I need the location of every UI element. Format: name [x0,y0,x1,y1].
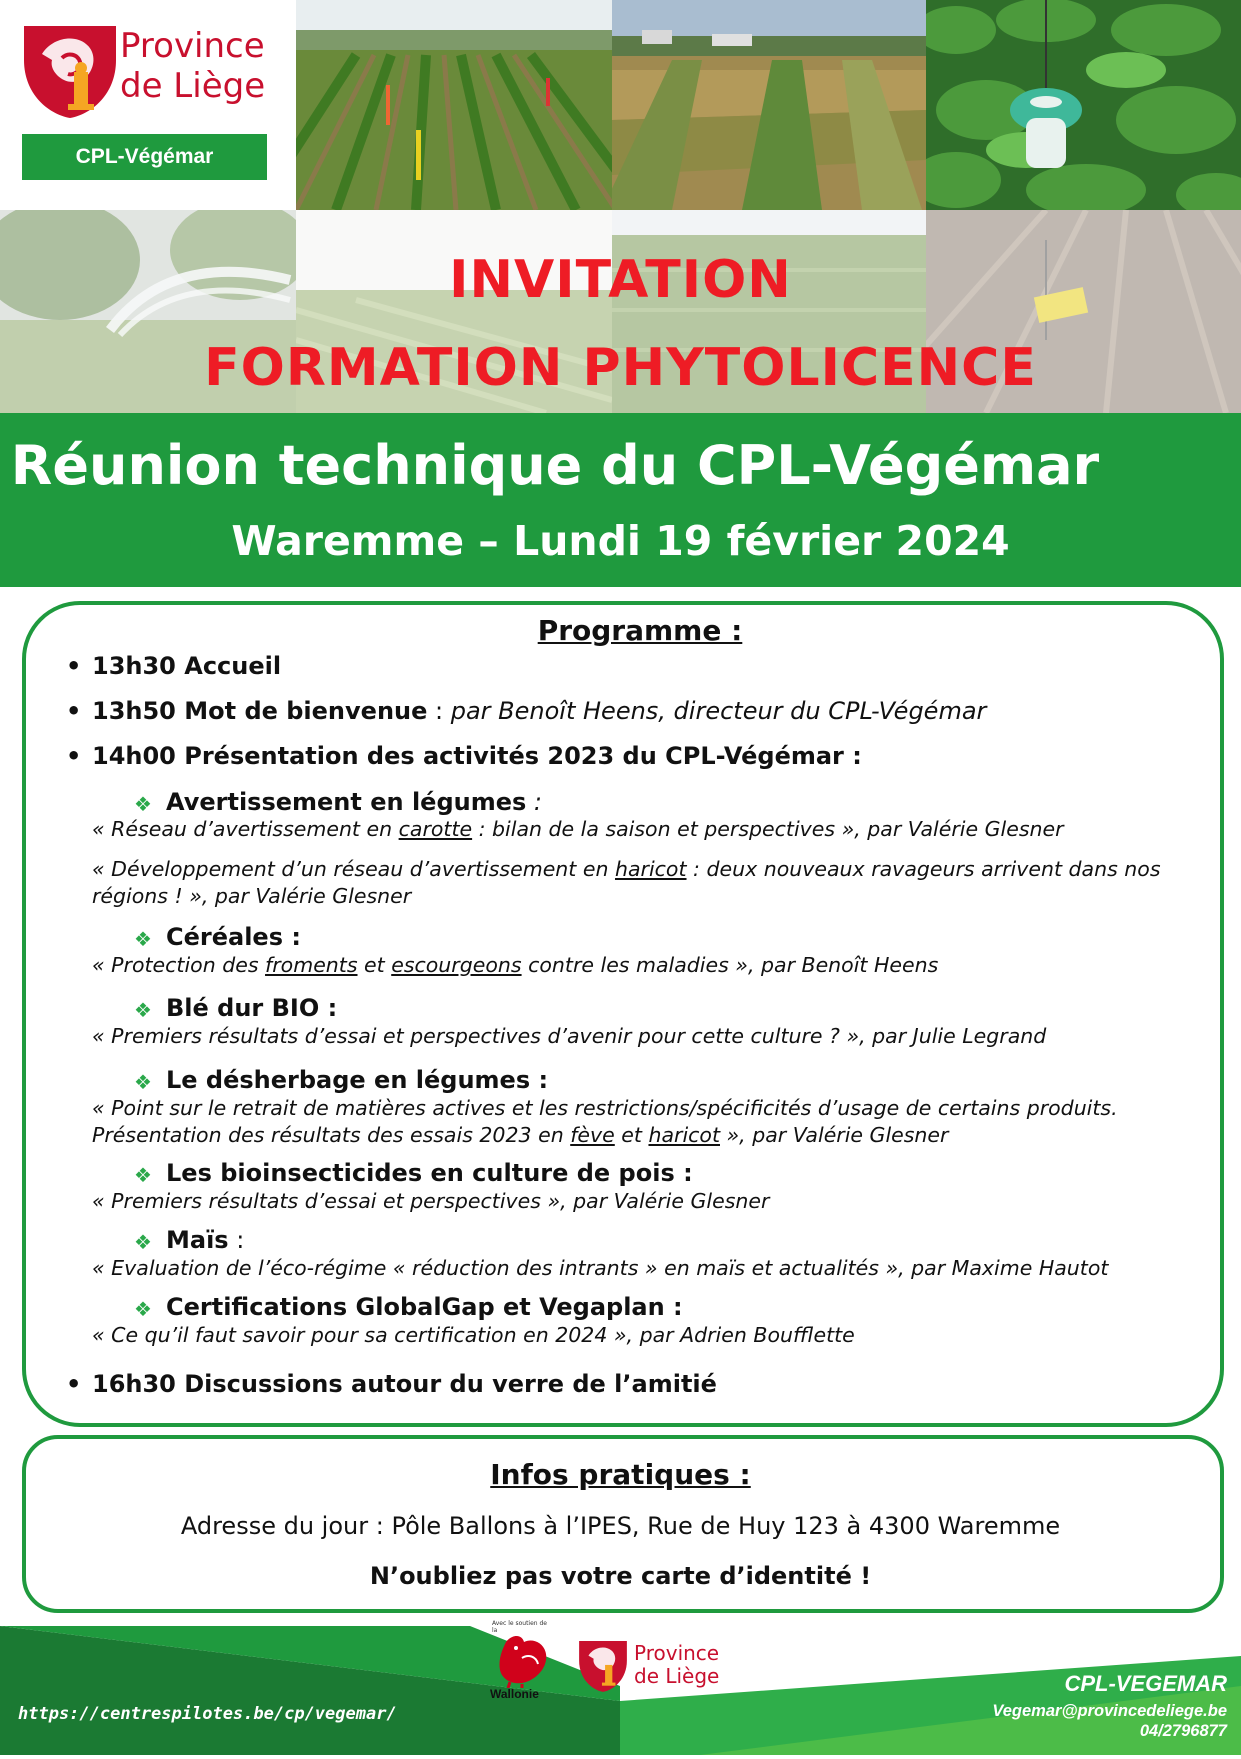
contact-email[interactable]: Vegemar@provincedeliege.be [992,1702,1227,1720]
footer-brand-line1: Province [634,1641,720,1665]
diamond-bullet-icon: ❖ [134,1070,152,1094]
wallonie-label: Wallonie [490,1687,539,1701]
diamond-bullet-icon: ❖ [134,1230,152,1254]
topic-description: « Premiers résultats d’essai et perspectives d’avenir pour cette culture ? », par Julie Legrand [92,1024,1047,1048]
topic-description: « Réseau d’avertissement en carotte : bilan de la saison et perspectives », par Valérie Glesner [92,817,1064,841]
opening-label: 13h50 Mot de bienvenue [92,697,428,725]
event-address: Adresse du jour : Pôle Ballons à l’IPES, Rue de Huy 123 à 4300 Waremme [180,1512,1061,1540]
event-date-location: Waremme – Lundi 19 février 2024 [231,517,1010,565]
province-brand-line2: de Liège [120,66,266,106]
invitation-title: INVITATION [449,250,792,310]
topic-description: « Evaluation de l’éco-régime « réduction des intrants » en maïs et actualités », par Maxime Hautot [92,1256,1109,1280]
footer-province-logo-icon [578,1640,628,1698]
photo-spinach-trap [926,0,1241,210]
diamond-bullet-icon: ❖ [134,998,152,1022]
footer-organization: CPL-VEGEMAR [1064,1671,1227,1696]
contact-phone: 04/2796877 [1139,1722,1227,1740]
opening-speaker: par Benoît Heens, directeur du CPL-Végémar [450,697,987,725]
topic-description: « Point sur le retrait de matières actives et les restrictions/spécificités d’usage de certains produits. Présentation des résultats des essais 2023 en fève et haricot », par Valérie Glesner [92,1096,1118,1147]
practical-info-heading: Infos pratiques : [490,1458,751,1491]
topic-description: « Premiers résultats d’essai et perspectives », par Valérie Glesner [92,1189,770,1213]
diamond-bullet-icon: ❖ [134,927,152,951]
wallonie-rooster-icon [492,1632,550,1692]
website-link[interactable]: https://centrespilotes.be/cp/vegemar/ [18,1704,397,1724]
topic-description: « Ce qu’il faut savoir pour sa certification en 2024 », par Adrien Boufflette [92,1323,855,1347]
page-title: Réunion technique du CPL-Végémar [10,434,1100,497]
diamond-bullet-icon: ❖ [134,792,152,816]
programme-heading: Programme : [537,614,743,647]
topic-description: « Développement d’un réseau d’avertissement en haricot : deux nouveaux ravageurs arrivent dans nos régions ! », par Valérie Glesner [92,857,1161,908]
wallonie-support-text: Avec le soutien de la [492,1620,547,1634]
photo-maize-field [296,0,612,210]
diamond-bullet-icon: ❖ [134,1163,152,1187]
topic-description: « Protection des froments et escourgeons contre les maladies », par Benoît Heens [92,953,939,977]
cpl-vegemar-badge: CPL-Végémar [22,134,267,180]
formation-title: FORMATION PHYTOLICENCE [204,338,1037,398]
photo-trial-plots [612,0,926,210]
province-lion-logo-icon [22,24,118,124]
id-card-reminder: N’oubliez pas votre carte d’identité ! [369,1562,872,1590]
province-brand-line1: Province [120,26,265,66]
footer-brand-line2: de Liège [634,1664,720,1688]
diamond-bullet-icon: ❖ [134,1297,152,1321]
